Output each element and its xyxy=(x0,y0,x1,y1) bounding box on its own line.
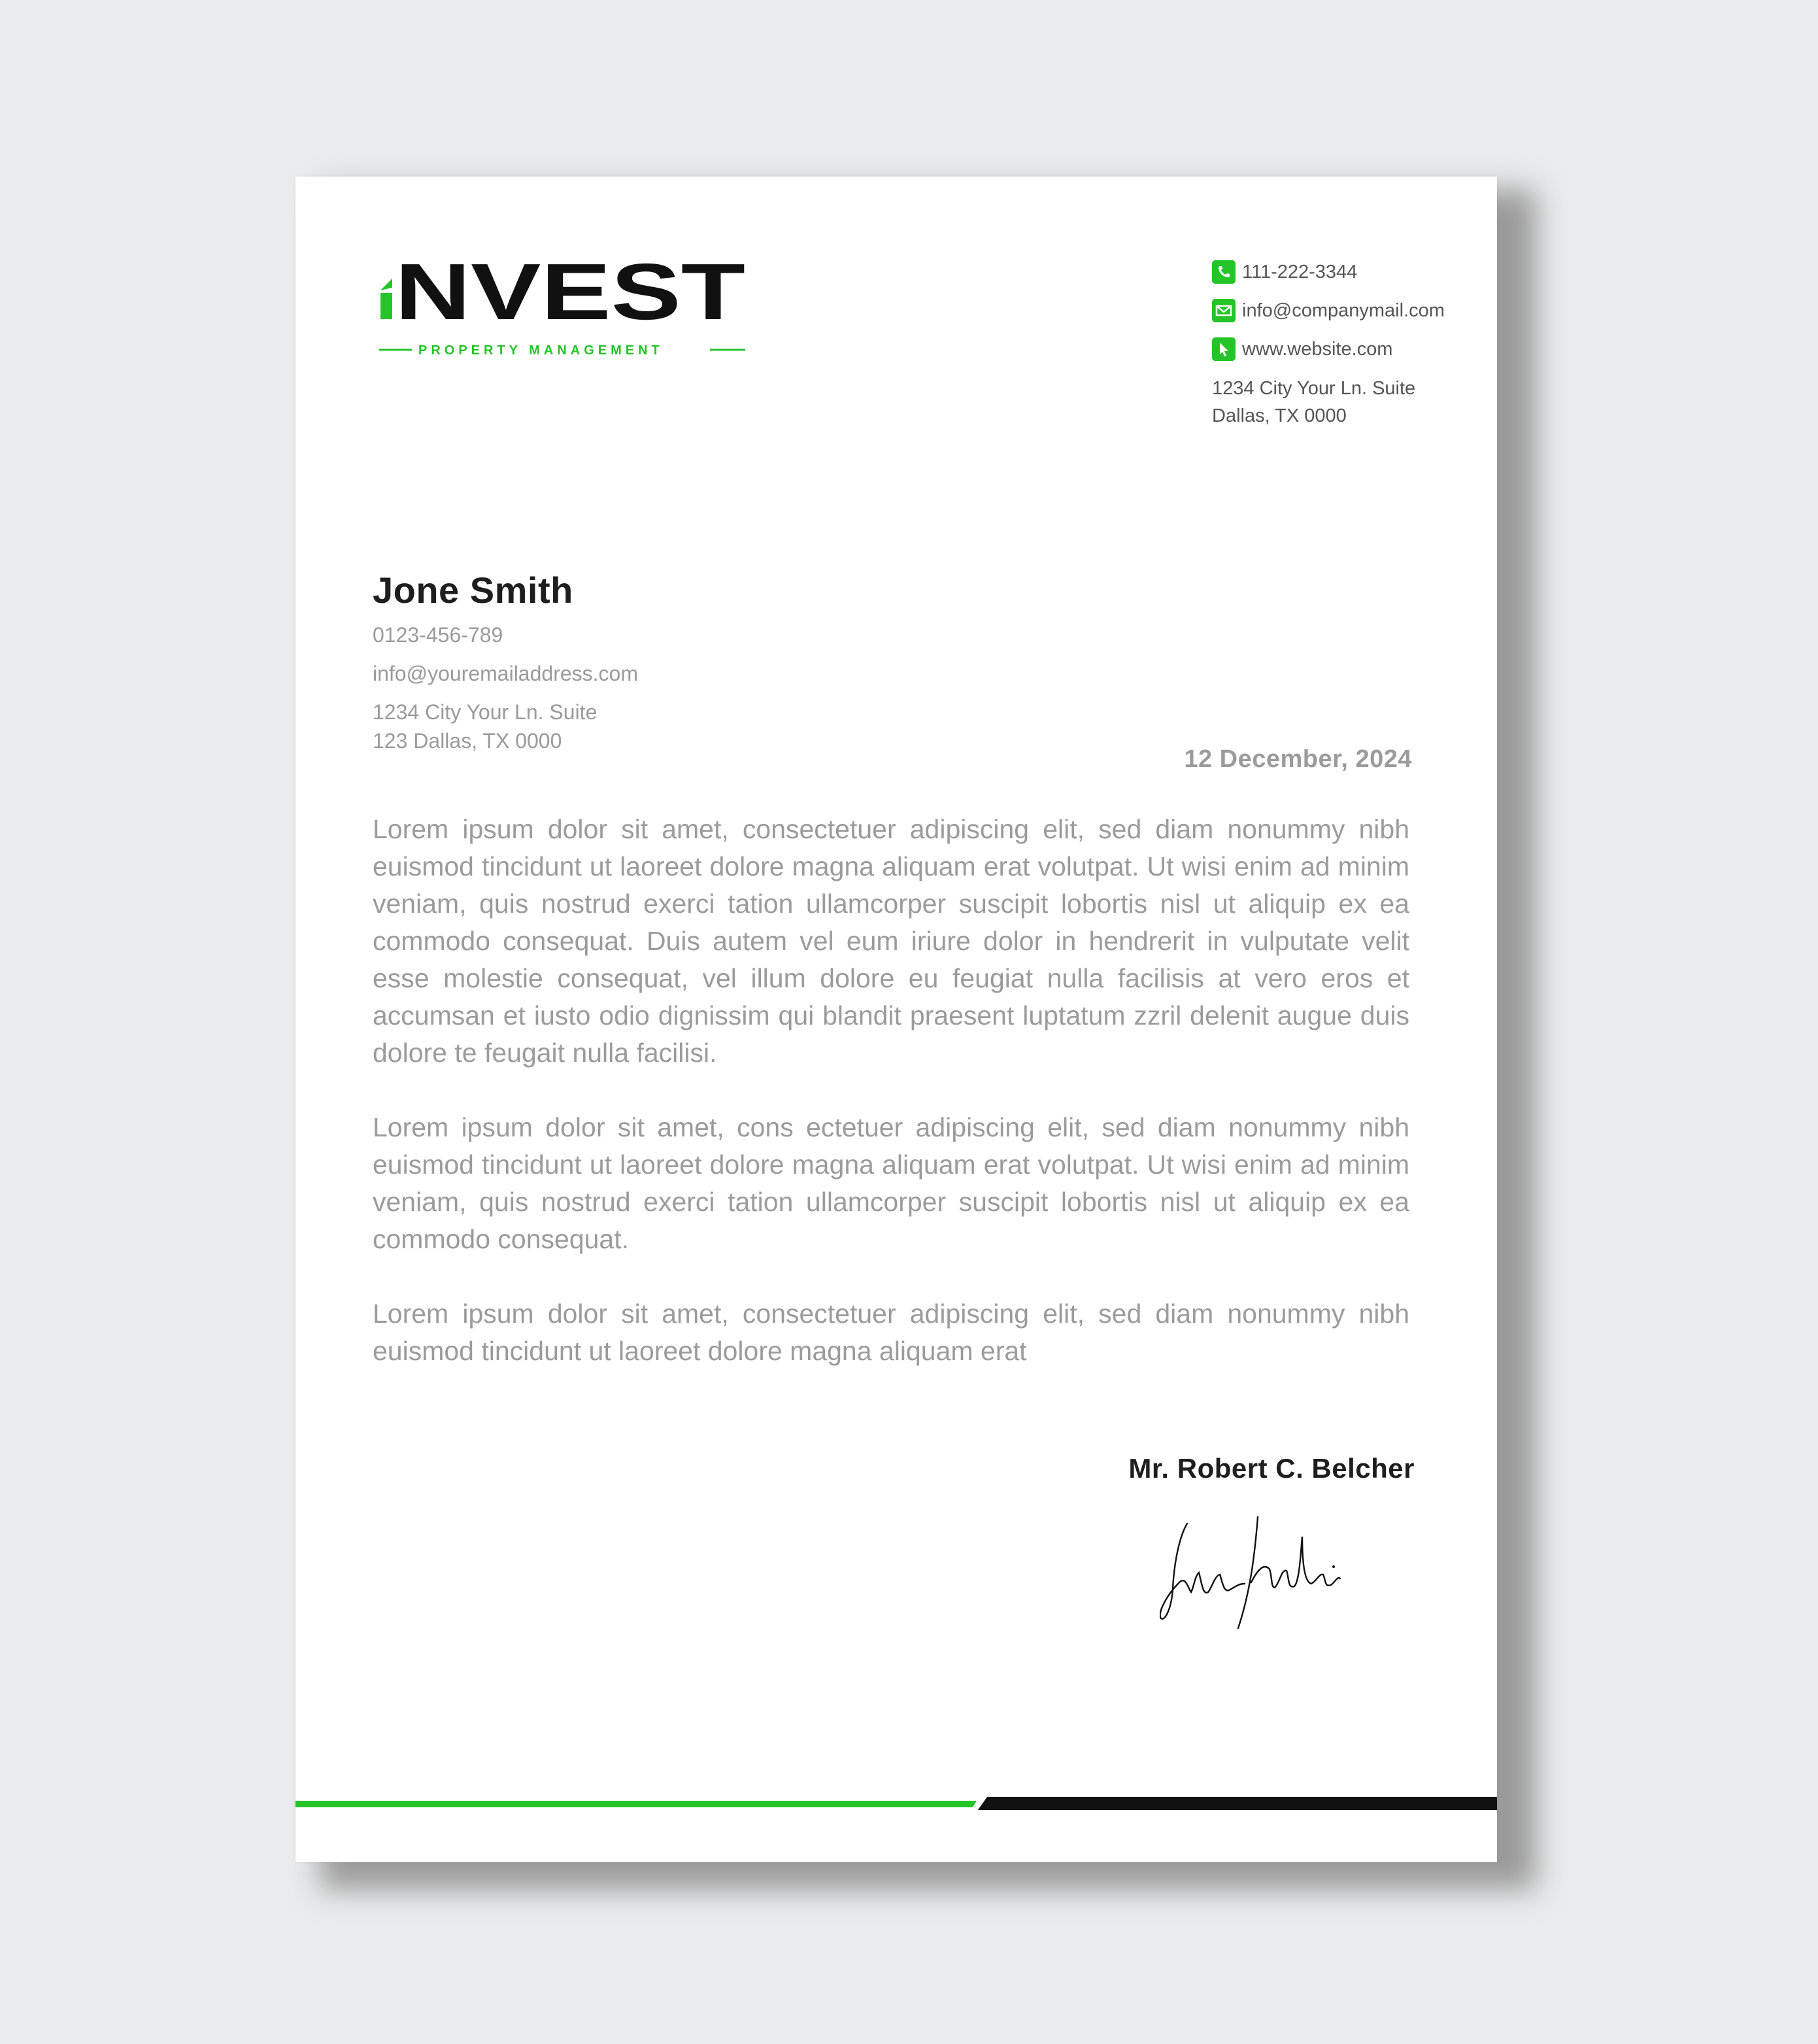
contact-website[interactable]: www.website.com xyxy=(1242,338,1393,360)
recipient-email: info@youremailaddress.com xyxy=(373,662,638,685)
letter-body xyxy=(373,811,1409,1407)
contact-phone-row xyxy=(1212,259,1473,285)
logo-tagline: PROPERTY MANAGEMENT xyxy=(418,343,664,354)
footer-green-bar xyxy=(295,1801,977,1807)
handwritten-signature xyxy=(1160,1510,1356,1635)
body-paragraph: Lorem ipsum dolor sit amet, consectetuer adipiscing elit, sed diam nonummy nibh euismod tincidunt ut laoreet dolore magna aliquam erat volutpat. Ut wisi enim ad minim veniam, quis nostrud exerci tation ullamcorper suscipit lobortis nisl ut aliquip ex ea commodo consequat. Duis autem vel eum iriure dolor in hendrerit in vulputate velit esse molestie consequat, vel illum dolore eu feugiat nulla facilisis at vero eros et accumsan et iusto odio dignissim qui blandit praesent luptatum zzril delenit augue duis dolore te feugait nulla facilisi. xyxy=(373,814,1409,1068)
recipient-block xyxy=(373,569,961,755)
cursor-icon xyxy=(1212,337,1236,361)
letter-date: 12 December, 2024 xyxy=(1184,745,1412,773)
contact-website-row xyxy=(1212,336,1473,362)
phone-icon xyxy=(1212,260,1236,284)
contact-phone[interactable]: 111-222-3344 xyxy=(1242,261,1358,282)
footer-black-bar xyxy=(978,1797,1497,1810)
body-paragraph: Lorem ipsum dolor sit amet, consectetuer adipiscing elit, sed diam nonummy nibh euismod tincidunt ut laoreet dolore magna aliquam erat xyxy=(373,1299,1409,1366)
footer-stripes xyxy=(295,1792,1497,1811)
company-address-line2: Dallas, TX 0000 xyxy=(1212,405,1347,426)
recipient-address-line2: 123 Dallas, TX 0000 xyxy=(373,729,562,753)
contact-email-row xyxy=(1212,298,1473,324)
company-address xyxy=(1212,375,1473,430)
company-address-line1: 1234 City Your Ln. Suite xyxy=(1212,378,1416,399)
invest-logo xyxy=(373,256,752,354)
recipient-phone: 0123-456-789 xyxy=(373,623,503,647)
contact-email[interactable]: info@companymail.com xyxy=(1242,299,1445,321)
recipient-address-line1: 1234 City Your Ln. Suite xyxy=(373,700,598,724)
recipient-name: Jone Smith xyxy=(373,570,573,611)
company-contact xyxy=(1212,259,1473,430)
body-paragraph: Lorem ipsum dolor sit amet, cons ectetuer adipiscing elit, sed diam nonummy nibh euismod tincidunt ut laoreet dolore magna aliquam erat volutpat. Ut wisi enim ad minim veniam, quis nostrud exerci tation ullamcorper suscipit lobortis nisl ut aliquip ex ea commodo consequat. xyxy=(373,1112,1409,1254)
logo-wordmark: NVEST xyxy=(395,256,745,336)
letterhead-page xyxy=(295,177,1497,1862)
mail-icon xyxy=(1212,299,1236,322)
signer-name: Mr. Robert C. Belcher xyxy=(1128,1453,1415,1484)
